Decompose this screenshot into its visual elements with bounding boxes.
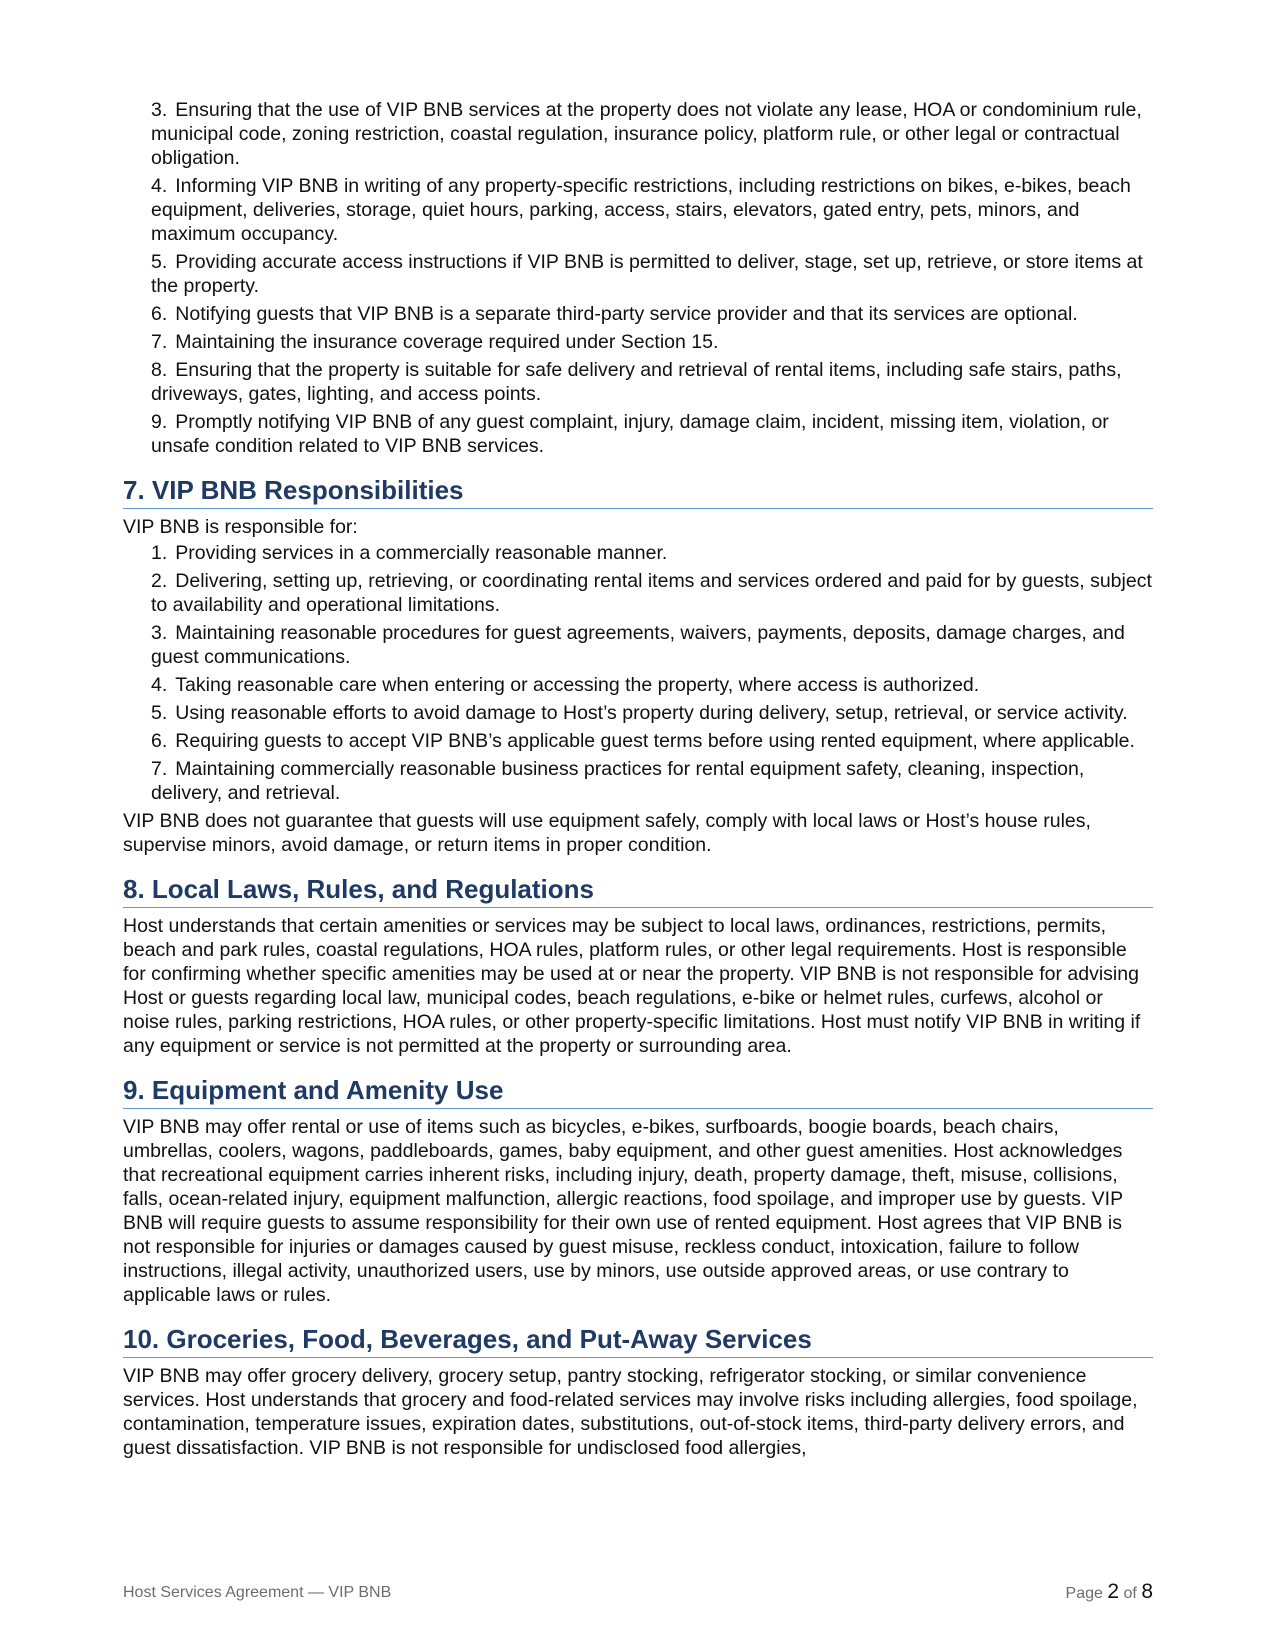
list-item (123, 569, 1153, 617)
list-number: 9. (151, 411, 168, 433)
host-responsibilities-list (123, 98, 1153, 458)
list-number: 2. (151, 570, 168, 592)
list-text: Promptly notifying VIP BNB of any guest complaint, injury, damage claim, incident, missing item, violation, or unsafe condition related to VIP BNB services. (151, 411, 1109, 457)
list-item (123, 358, 1153, 406)
list-text: Using reasonable efforts to avoid damage to Host’s property during delivery, setup, retrieval, or service activity. (175, 702, 1128, 724)
list-number: 7. (151, 758, 168, 780)
list-item (123, 701, 1153, 725)
list-text: Taking reasonable care when entering or accessing the property, where access is authorized. (175, 674, 980, 696)
list-item (123, 673, 1153, 697)
list-item (123, 757, 1153, 805)
list-text: Maintaining reasonable procedures for guest agreements, waivers, payments, deposits, damage charges, and guest communications. (151, 622, 1125, 668)
list-text: Ensuring that the use of VIP BNB services at the property does not violate any lease, HOA or condominium rule, municipal code, zoning restriction, coastal regulation, insurance policy, platform rule, or other legal or contractual obligation. (151, 99, 1142, 169)
section-heading: 10. Groceries, Food, Beverages, and Put-Away Services (123, 1323, 1153, 1358)
of-label: of (1123, 1585, 1137, 1602)
list-text: Maintaining the insurance coverage required under Section 15. (175, 331, 719, 353)
list-text: Ensuring that the property is suitable for safe delivery and retrieval of rental items, including safe stairs, paths, driveways, gates, lighting, and access points. (151, 359, 1122, 405)
list-text: Informing VIP BNB in writing of any property-specific restrictions, including restrictions on bikes, e-bikes, beach equipment, deliveries, storage, quiet hours, parking, access, stairs, elevators, gated entry, pets, minors, and maximum occupancy. (151, 175, 1131, 245)
list-number: 3. (151, 622, 168, 644)
page-footer (123, 1580, 1153, 1610)
list-item (123, 541, 1153, 565)
list-item (123, 302, 1153, 326)
total-pages: 8 (1141, 1580, 1153, 1603)
list-text: Delivering, setting up, retrieving, or coordinating rental items and services ordered and paid for by guests, subject to availability and operational limitations. (151, 570, 1152, 616)
list-item (123, 98, 1153, 170)
footer-title: Host Services Agreement — VIP BNB (123, 1584, 392, 1601)
section-intro: VIP BNB is responsible for: (123, 516, 358, 538)
list-number: 6. (151, 730, 168, 752)
section-heading: 9. Equipment and Amenity Use (123, 1074, 1153, 1109)
list-number: 7. (151, 331, 168, 353)
list-text: Notifying guests that VIP BNB is a separate third-party service provider and that its services are optional. (175, 303, 1078, 325)
list-number: 1. (151, 542, 168, 564)
list-number: 5. (151, 702, 168, 724)
section-paragraph: VIP BNB does not guarantee that guests will use equipment safely, comply with local laws or Host’s house rules, supervise minors, avoid damage, or return items in proper condition. (123, 810, 1091, 856)
list-item (123, 621, 1153, 669)
list-item (123, 250, 1153, 298)
document-content (123, 98, 1153, 1462)
list-number: 3. (151, 99, 168, 121)
list-text: Providing services in a commercially reasonable manner. (175, 542, 668, 564)
list-number: 4. (151, 674, 168, 696)
list-text: Requiring guests to accept VIP BNB’s applicable guest terms before using rented equipment, where applicable. (175, 730, 1135, 752)
list-number: 6. (151, 303, 168, 325)
list-number: 5. (151, 251, 168, 273)
page-label: Page (1065, 1585, 1103, 1602)
section-heading: 7. VIP BNB Responsibilities (123, 474, 1153, 509)
list-text: Providing accurate access instructions if VIP BNB is permitted to deliver, stage, set up, retrieve, or store items at the property. (151, 251, 1143, 297)
section-paragraph: VIP BNB may offer rental or use of items such as bicycles, e-bikes, surfboards, boogie boards, beach chairs, umbrellas, coolers, wagons, paddleboards, games, baby equipment, and other guest amenities. Host acknowledges that recreational equipment carries inherent risks, including injury, death, property damage, theft, misuse, collisions, falls, ocean-related injury, equipment malfunction, allergic reactions, food spoilage, and improper use by guests. VIP BNB will require guests to assume responsibility for their own use of rented equipment. Host agrees that VIP BNB is not responsible for injuries or damages caused by guest misuse, reckless conduct, intoxication, failure to follow instructions, illegal activity, unauthorized users, use by minors, use outside approved areas, or use contrary to applicable laws or rules. (123, 1116, 1123, 1306)
list-number: 8. (151, 359, 168, 381)
current-page: 2 (1107, 1580, 1120, 1603)
page-number (1066, 1580, 1153, 1604)
vip-bnb-responsibilities-list (123, 541, 1153, 805)
list-item (123, 174, 1153, 246)
list-text: Maintaining commercially reasonable business practices for rental equipment safety, cleaning, inspection, delivery, and retrieval. (151, 758, 1085, 804)
section-paragraph: VIP BNB may offer grocery delivery, grocery setup, pantry stocking, refrigerator stocking, or similar convenience services. Host understands that grocery and food-related services may involve risks including allergies, food spoilage, contamination, temperature issues, expiration dates, substitutions, out-of-stock items, third-party delivery errors, and guest dissatisfaction. VIP BNB is not responsible for undisclosed food allergies, (123, 1365, 1138, 1459)
list-item (123, 729, 1153, 753)
section-heading: 8. Local Laws, Rules, and Regulations (123, 873, 1153, 908)
list-number: 4. (151, 175, 168, 197)
list-item (123, 410, 1153, 458)
section-paragraph: Host understands that certain amenities or services may be subject to local laws, ordinances, restrictions, permits, beach and park rules, coastal regulations, HOA rules, platform rules, or other legal requirements. Host is responsible for confirming whether specific amenities may be used at or near the property. VIP BNB is not responsible for advising Host or guests regarding local law, municipal codes, beach regulations, e-bike or helmet rules, curfews, alcohol or noise rules, parking restrictions, HOA rules, or other property-specific limitations. Host must notify VIP BNB in writing if any equipment or service is not permitted at the property or surrounding area. (123, 915, 1141, 1057)
list-item (123, 330, 1153, 354)
